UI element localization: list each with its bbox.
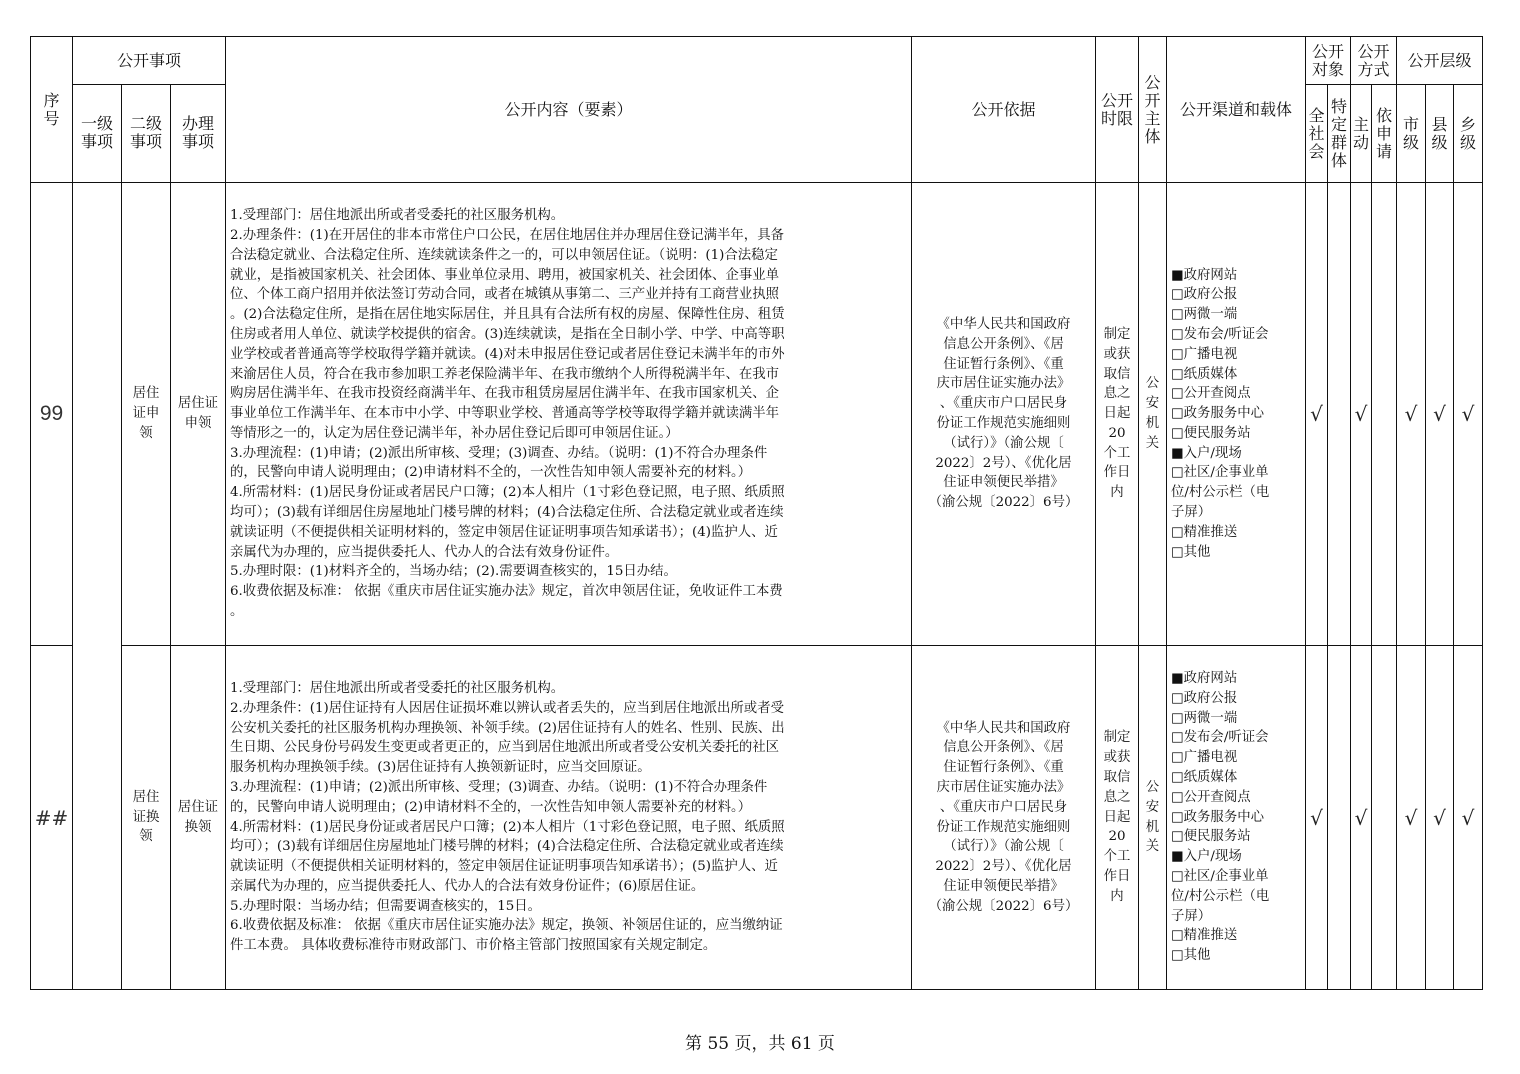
row-serial: 99: [31, 183, 73, 646]
check-level-city: √: [1397, 183, 1426, 646]
header-items-group: 公开事项: [73, 37, 226, 85]
header-mode-group: 公开方式: [1351, 37, 1397, 85]
row-level2: 居住证申领: [122, 183, 171, 646]
header-level-group: 公开层级: [1397, 37, 1483, 85]
check-level-city: √: [1397, 646, 1426, 990]
row-handle: 居住证换领: [171, 646, 226, 990]
header-serial: 序号: [31, 37, 73, 183]
check-level-town: √: [1454, 646, 1483, 990]
header-object-specific: 特定群体: [1328, 85, 1351, 183]
header-channels: 公开渠道和载体: [1167, 37, 1306, 183]
header-object-all: 全社会: [1306, 85, 1328, 183]
row-basis: 《中华人民共和国政府 信息公开条例》、《居 住证暂行条例》、《重 庆市居住证实施办法》 、《重庆市户口居民身 份证工作规范实施细则 （试行）》（渝公规〔 2022〕2号）、《优化居 住证申领便民举措》 （渝公规〔2022〕6号）: [912, 646, 1096, 990]
row-subject: 公安机关: [1139, 183, 1167, 646]
check-level-county: √: [1426, 183, 1454, 646]
header-handle: 办理事项: [171, 85, 226, 183]
page-footer: 第 55 页，共 61 页: [685, 1034, 835, 1054]
check-mode-active: √: [1351, 646, 1372, 990]
header-subject: 公开主体: [1139, 37, 1167, 183]
row-channels: ■政府网站 □政府公报 □两微一端 □发布会/听证会 □广播电视 □纸质媒体 □公开查阅点 □政务服务中心 □便民服务站 ■入户/现场 □社区/企事业单 位/村公示栏（电 子屏） □精准推送 □其他: [1167, 646, 1306, 990]
check-object-specific: [1328, 646, 1351, 990]
header-object-group: 公开对象: [1306, 37, 1351, 85]
row-basis: 《中华人民共和国政府 信息公开条例》、《居 住证暂行条例》、《重 庆市居住证实施办法》 、《重庆市户口居民身 份证工作规范实施细则 （试行）》（渝公规〔 2022〕2号）、《优化居 住证申领便民举措》 （渝公规〔2022〕6号）: [912, 183, 1096, 646]
table-row: [31, 646, 1483, 990]
check-mode-active: √: [1351, 183, 1372, 646]
row-level1: [73, 183, 122, 990]
header-level-county: 县级: [1426, 85, 1454, 183]
header-level-town: 乡级: [1454, 85, 1483, 183]
check-object-all: √: [1306, 646, 1328, 990]
check-mode-request: [1372, 183, 1397, 646]
row-channels: ■政府网站 □政府公报 □两微一端 □发布会/听证会 □广播电视 □纸质媒体 □公开查阅点 □政务服务中心 □便民服务站 ■入户/现场 □社区/企事业单 位/村公示栏（电 子屏） □精准推送 □其他: [1167, 183, 1306, 646]
check-object-all: √: [1306, 183, 1328, 646]
header-mode-request: 依申请: [1372, 85, 1397, 183]
header-level-city: 市级: [1397, 85, 1426, 183]
row-handle: 居住证申领: [171, 183, 226, 646]
header-level1: 一级事项: [73, 85, 122, 183]
row-level2: 居住证换领: [122, 646, 171, 990]
row-time: 制定或获取信息之日起20个工作日内: [1096, 646, 1139, 990]
row-serial: ##: [31, 646, 73, 990]
table-row: [31, 183, 1483, 646]
header-time: 公开时限: [1096, 37, 1139, 183]
header-basis: 公开依据: [912, 37, 1096, 183]
check-object-specific: [1328, 183, 1351, 646]
header-mode-active: 主动: [1351, 85, 1372, 183]
row-subject: 公安机关: [1139, 646, 1167, 990]
check-level-county: √: [1426, 646, 1454, 990]
check-mode-request: [1372, 646, 1397, 990]
header-content: 公开内容（要素）: [226, 37, 912, 183]
check-level-town: √: [1454, 183, 1483, 646]
header-level2: 二级事项: [122, 85, 171, 183]
disclosure-table: [30, 36, 1483, 990]
row-content: 1.受理部门：居住地派出所或者受委托的社区服务机构。 2.办理条件：(1)在开居住的非本市常住户口公民，在居住地居住并办理居住登记满半年，具备 合法稳定就业、合法稳定住所、连续就读条件之一的，可以申领居住证。（说明：(1)合法稳定 就业，是指被国家机关、社会团体、事业单位录用、聘用，被国家机关、社会团体、企事业单 位、个体工商户招用并依法签订劳动合同，或者在城镇从事第二、三产业并持有工商营业执照 。(2)合法稳定住所，是指在居住地实际居住，并且具有合法所有权的房屋、保障性住房、租赁 住房或者用人单位、就读学校提供的宿舍。(3)连续就读，是指在全日制小学、中学、中高等职 业学校或者普通高等学校取得学籍并就读。(4)对未申报居住登记或者居住登记未满半年的市外 来渝居住人员，符合在我市参加职工养老保险满半年、在我市缴纳个人所得税满半年、在我市 购房居住满半年、在我市投资经商满半年、在我市租赁房屋居住满半年、在我市国家机关、企 事业单位工作满半年、在本市中小学、中等职业学校、普通高等学校等取得学籍并就读满半年 等情形之一的，认定为居住登记满半年，补办居住登记后即可申领居住证。） 3.办理流程：(1)申请；(2)派出所审核、受理；(3)调查、办结。（说明：(1)不符合办理条件 的，民警向申请人说明理由；(2)申请材料不全的，一次性告知申领人需要补充的材料。） 4.所需材料：(1)居民身份证或者居民户口簿；(2)本人相片（1寸彩色登记照，电子照、纸质照 均可）；(3)载有详细居住房屋地址门楼号牌的材料；(4)合法稳定住所、合法稳定就业或者连续 就读证明（不便提供相关证明材料的，签定申领居住证证明事项告知承诺书）；(4)监护人、近 亲属代为办理的，应当提供委托人、代办人的合法有效身份证件。 5.办理时限：(1)材料齐全的，当场办结；(2).需要调查核实的，15日办结。 6.收费依据及标准： 依据《重庆市居住证实施办法》规定，首次申领居住证，免收证件工本费 。: [226, 183, 912, 646]
row-content: 1.受理部门：居住地派出所或者受委托的社区服务机构。 2.办理条件：(1)居住证持有人因居住证损坏难以辨认或者丢失的，应当到居住地派出所或者受 公安机关委托的社区服务机构办理换领、补领手续。(2)居住证持有人的姓名、性别、民族、出 生日期、公民身份号码发生变更或者更正的，应当到居住地派出所或者受公安机关委托的社区 服务机构办理换领手续。(3)居住证持有人换领新证时，应当交回原证。 3.办理流程：(1)申请；(2)派出所审核、受理；(3)调查、办结。（说明：(1)不符合办理条件 的，民警向申请人说明理由；(2)申请材料不全的，一次性告知申领人需要补充的材料。） 4.所需材料：(1)居民身份证或者居民户口簿；(2)本人相片（1寸彩色登记照，电子照、纸质照 均可）；(3)载有详细居住房屋地址门楼号牌的材料；(4)合法稳定住所、合法稳定就业或者连续 就读证明（不便提供相关证明材料的，签定申领居住证证明事项告知承诺书）；(5)监护人、近 亲属代为办理的，应当提供委托人、代办人的合法有效身份证件；(6)原居住证。 5.办理时限：当场办结；但需要调查核实的，15日。 6.收费依据及标准： 依据《重庆市居住证实施办法》规定，换领、补领居住证的，应当缴纳证 件工本费。 具体收费标准待市财政部门、市价格主管部门按照国家有关规定制定。: [226, 646, 912, 990]
row-time: 制定或获取信息之日起20个工作日内: [1096, 183, 1139, 646]
